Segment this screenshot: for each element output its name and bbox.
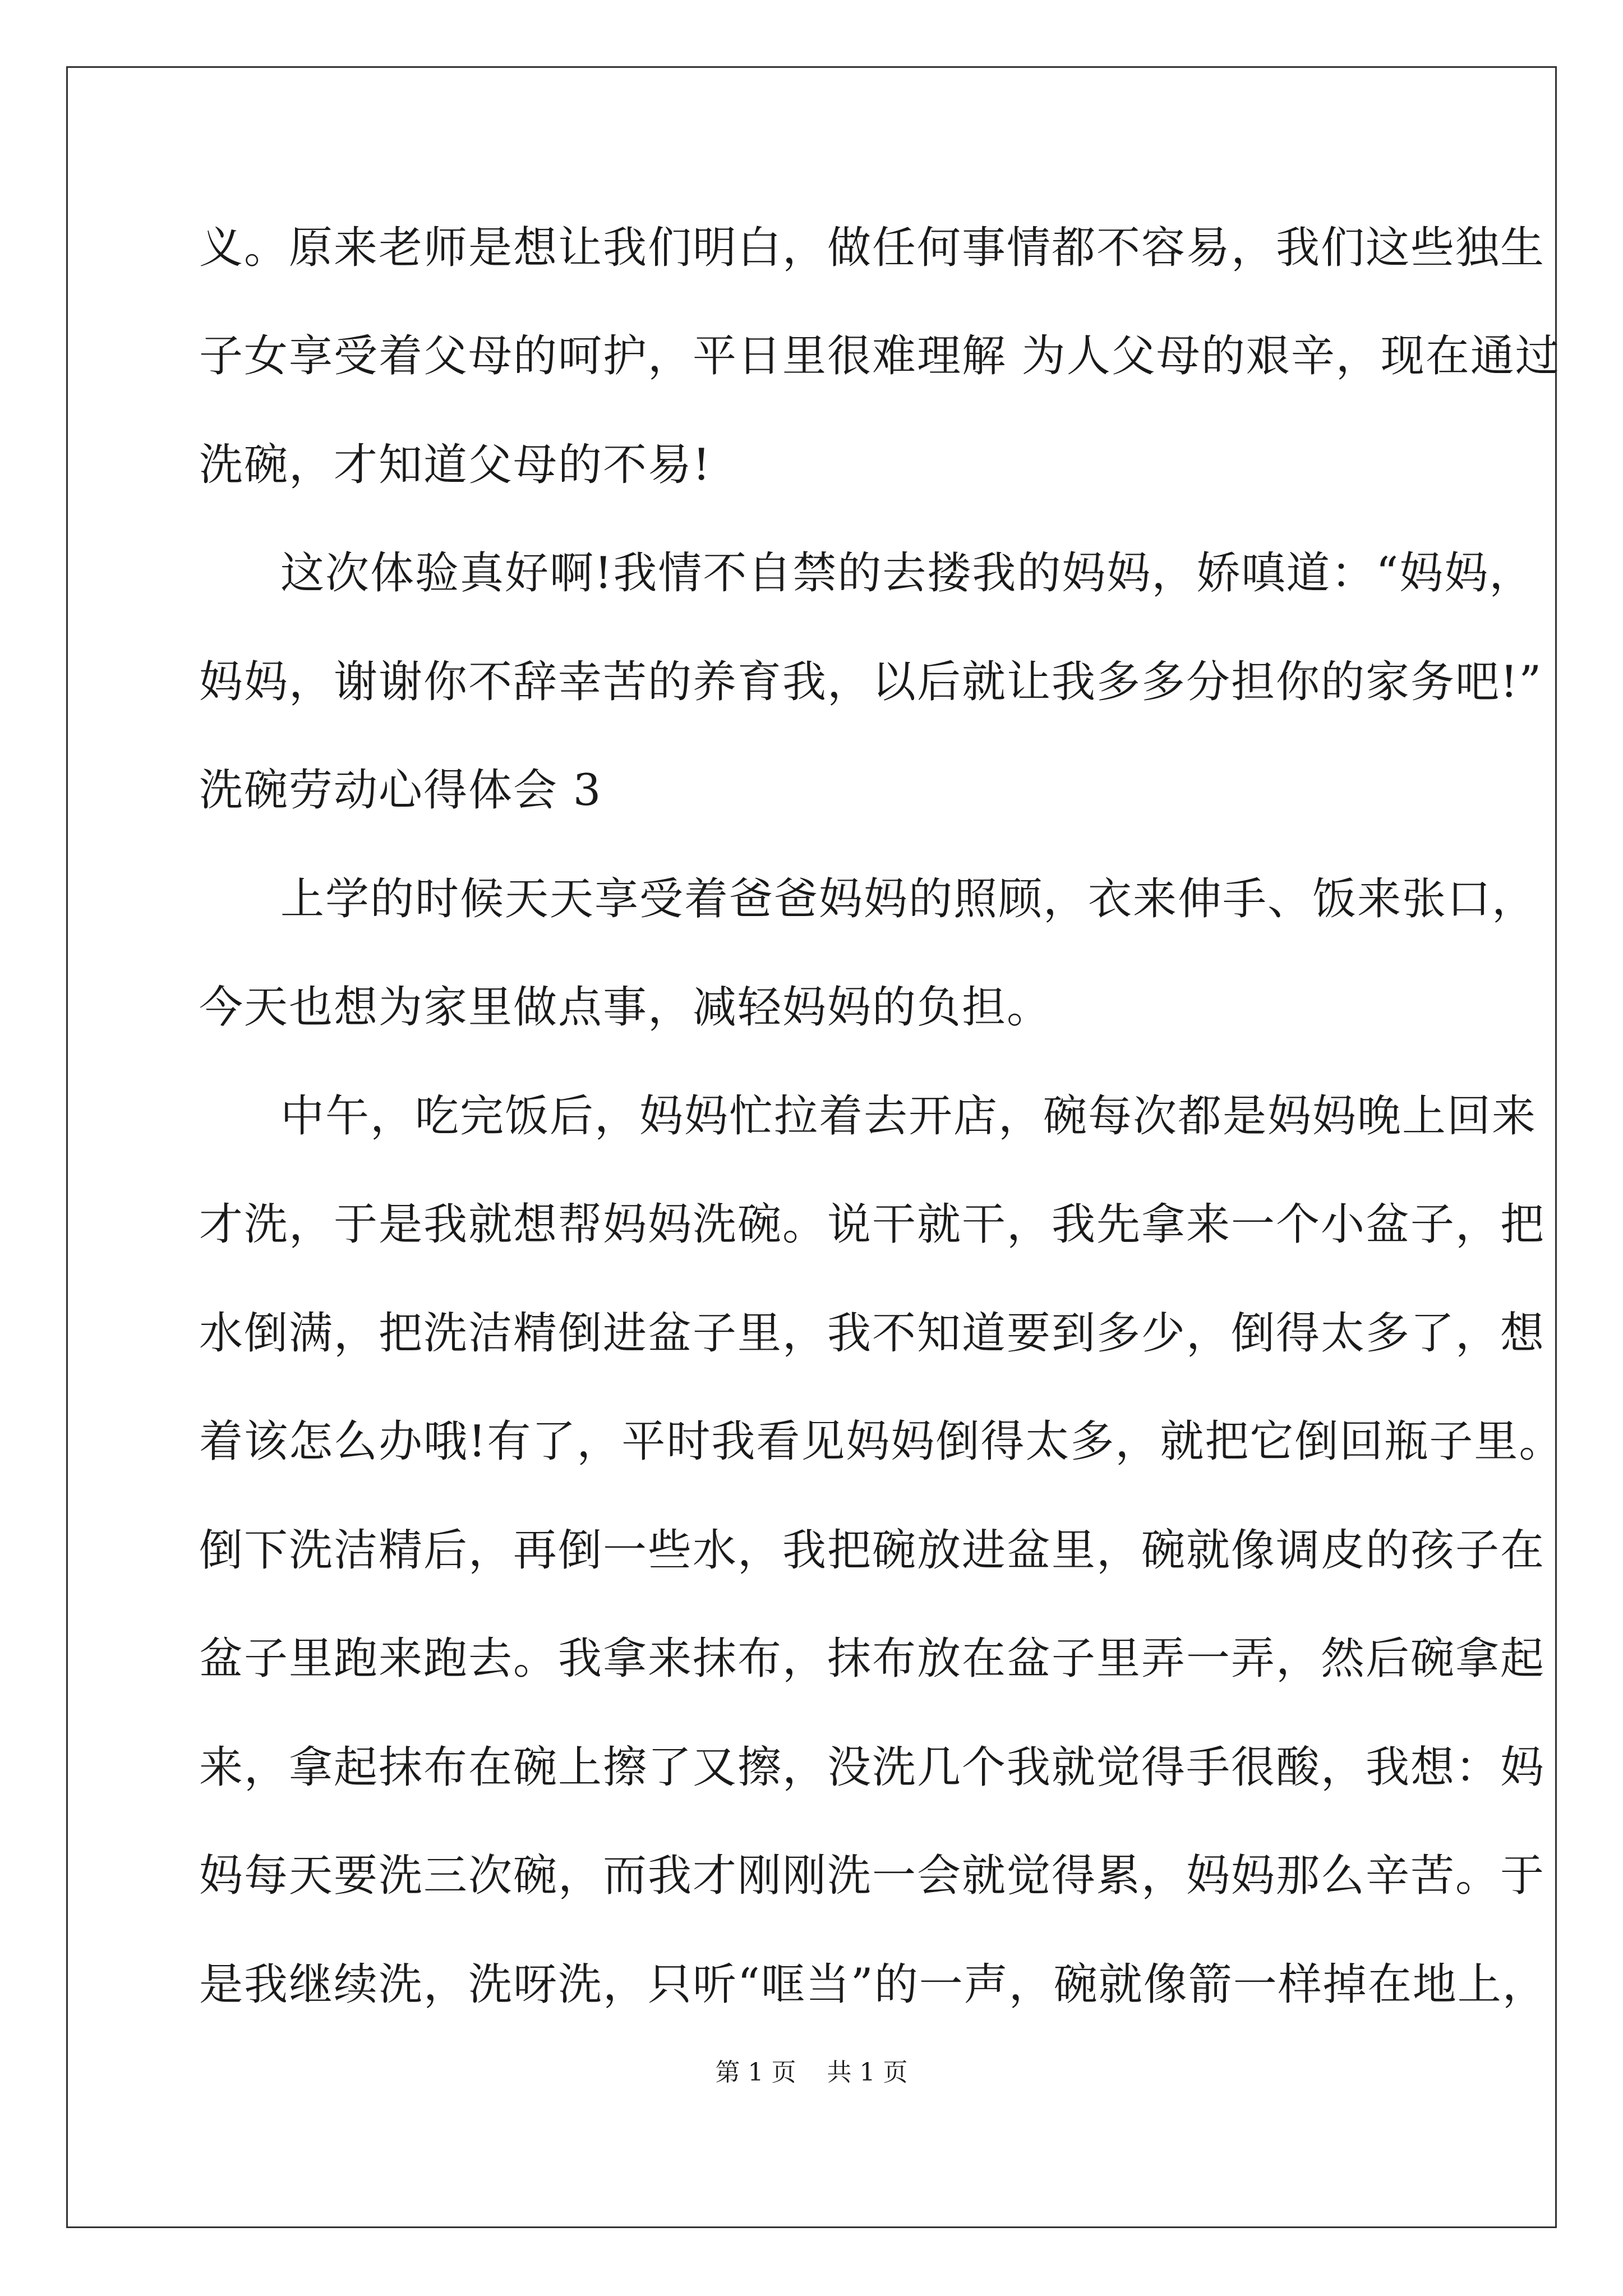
text-line: 上学的时候天天享受着爸爸妈妈的照顾，衣来伸手、饭来张口， (280, 874, 1537, 924)
text-line: 义。原来老师是想让我们明白，做任何事情都不容易，我们这些独生 (199, 223, 1546, 273)
text-line: 妈妈，谢谢你不辞幸苦的养育我，以后就让我多多分担你的家务吧!” (199, 657, 1543, 707)
text-line: 妈每天要洗三次碗，而我才刚刚洗一会就觉得累，妈妈那么辛苦。于 (199, 1851, 1546, 1901)
text-line: 盆子里跑来跑去。我拿来抹布，抹布放在盆子里弄一弄，然后碗拿起 (199, 1634, 1546, 1684)
text-line: 水倒满，把洗洁精倒进盆子里，我不知道要到多少，倒得太多了，想 (199, 1308, 1546, 1359)
text-line: 倒下洗洁精后，再倒一些水，我把碗放进盆里，碗就像调皮的孩子在 (199, 1525, 1546, 1576)
text-line: 今天也想为家里做点事，减轻妈妈的负担。 (199, 982, 1052, 1033)
page-number-total: 共 1 页 (827, 2058, 908, 2087)
text-line: 是我继续洗，洗呀洗，只听“哐当”的一声，碗就像箭一样掉在地上， (199, 1959, 1547, 2010)
section-heading: 洗碗劳动心得体会 3 (199, 765, 602, 816)
page-number-current: 第 1 页 (715, 2058, 796, 2087)
page-footer (0, 2056, 1623, 2090)
text-line: 中午，吃完饭后，妈妈忙拉着去开店，碗每次都是妈妈晚上回来 (280, 1091, 1537, 1142)
text-line: 洗碗，才知道父母的不易! (199, 440, 712, 490)
text-line: 这次体验真好啊!我情不自禁的去搂我的妈妈，娇嗔道：“妈妈， (280, 548, 1534, 599)
text-line: 来，拿起抹布在碗上擦了又擦，没洗几个我就觉得手很酸，我想：妈 (199, 1742, 1546, 1793)
text-line: 才洗，于是我就想帮妈妈洗碗。说干就干，我先拿来一个小盆子，把 (199, 1199, 1546, 1250)
text-line: 着该怎么办哦!有了，平时我看见妈妈倒得太多，就把它倒回瓶子里。 (199, 1416, 1564, 1467)
text-line: 子女享受着父母的呵护，平日里很难理解 为人父母的艰辛，现在通过 (199, 331, 1560, 381)
